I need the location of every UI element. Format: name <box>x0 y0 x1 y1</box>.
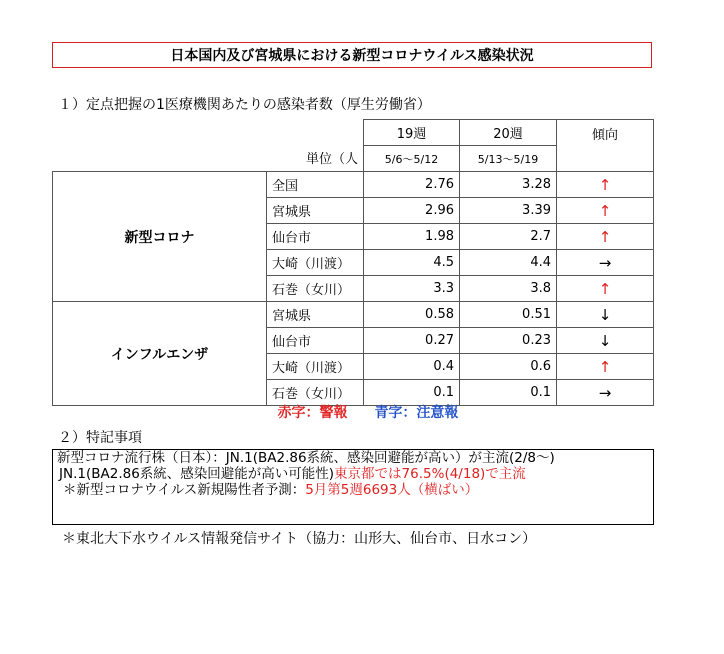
notes-box <box>52 449 654 525</box>
region-cell: 宮城県 <box>267 198 364 224</box>
week19-header: 19週 <box>364 120 460 146</box>
header-row-1 <box>53 120 654 146</box>
trend-up-icon: ↑ <box>557 354 654 380</box>
value-cell: 2.76 <box>364 172 460 198</box>
value-cell: 3.39 <box>460 198 557 224</box>
region-cell: 仙台市 <box>267 224 364 250</box>
table-row <box>53 302 654 328</box>
trend-flat-icon: → <box>557 250 654 276</box>
value-cell: 4.5 <box>364 250 460 276</box>
group-label-influenza: インフルエンザ <box>53 302 267 406</box>
region-cell: 仙台市 <box>267 328 364 354</box>
value-cell: 0.4 <box>364 354 460 380</box>
legend-advisory: 青字：注意報 <box>374 405 459 421</box>
value-cell: 1.98 <box>364 224 460 250</box>
page-title <box>52 42 652 68</box>
section2-heading: ２）特記事項 <box>58 430 142 446</box>
trend-flat-icon: → <box>557 380 654 406</box>
note-line-2-highlight: 東京都では76.5%(4/18)で主流 <box>334 466 526 482</box>
trend-up-icon: ↑ <box>557 276 654 302</box>
region-cell: 大崎（川渡） <box>267 250 364 276</box>
trend-down-icon: ↓ <box>557 302 654 328</box>
value-cell: 0.1 <box>460 380 557 406</box>
value-cell: 2.96 <box>364 198 460 224</box>
value-cell: 0.27 <box>364 328 460 354</box>
trend-up-icon: ↑ <box>557 172 654 198</box>
table-row <box>53 172 654 198</box>
trend-header: 傾向 <box>557 120 654 172</box>
value-cell: 4.4 <box>460 250 557 276</box>
legend <box>0 402 724 422</box>
note-line-3 <box>53 482 653 498</box>
note-line-2 <box>53 466 653 482</box>
value-cell: 0.6 <box>460 354 557 380</box>
note-line-1: 新型コロナ流行株（日本）：JN.1(BA2.86系統、感染回避能が高い）が主流(2/8～) <box>57 450 555 466</box>
group-label-covid: 新型コロナ <box>53 172 267 302</box>
footer-note: ＊東北大下水ウイルス情報発信サイト（協力：山形大、仙台市、日水コン） <box>62 531 537 547</box>
value-cell: 3.28 <box>460 172 557 198</box>
region-cell: 石巻（女川） <box>267 380 364 406</box>
date20-header: 5/13～5/19 <box>460 146 557 172</box>
value-cell: 0.58 <box>364 302 460 328</box>
date19-header: 5/6～5/12 <box>364 146 460 172</box>
legend-alert: 赤字：警報 <box>277 405 348 421</box>
region-cell: 大崎（川渡） <box>267 354 364 380</box>
value-cell: 0.1 <box>364 380 460 406</box>
value-cell: 0.51 <box>460 302 557 328</box>
trend-up-icon: ↑ <box>557 198 654 224</box>
note-line-3-highlight: 5月第5週6693人（横ばい） <box>305 482 479 498</box>
infection-table <box>52 119 654 406</box>
value-cell: 3.3 <box>364 276 460 302</box>
region-cell: 全国 <box>267 172 364 198</box>
trend-down-icon: ↓ <box>557 328 654 354</box>
region-cell: 宮城県 <box>267 302 364 328</box>
section1-heading: １）定点把握の1医療機関あたりの感染者数（厚生労働省） <box>58 97 431 113</box>
value-cell: 2.7 <box>460 224 557 250</box>
unit-label: 単位（人 <box>305 152 358 167</box>
note-line-2-text: JN.1(BA2.86系統、感染回避能が高い可能性) <box>59 466 335 482</box>
value-cell: 0.23 <box>460 328 557 354</box>
week20-header: 20週 <box>460 120 557 146</box>
region-cell: 石巻（女川） <box>267 276 364 302</box>
page-title-text: 日本国内及び宮城県における新型コロナウイルス感染状況 <box>170 48 534 64</box>
trend-up-icon: ↑ <box>557 224 654 250</box>
note-line-3-text: ＊新型コロナウイルス新規陽性者予測： <box>63 482 306 498</box>
value-cell: 3.8 <box>460 276 557 302</box>
